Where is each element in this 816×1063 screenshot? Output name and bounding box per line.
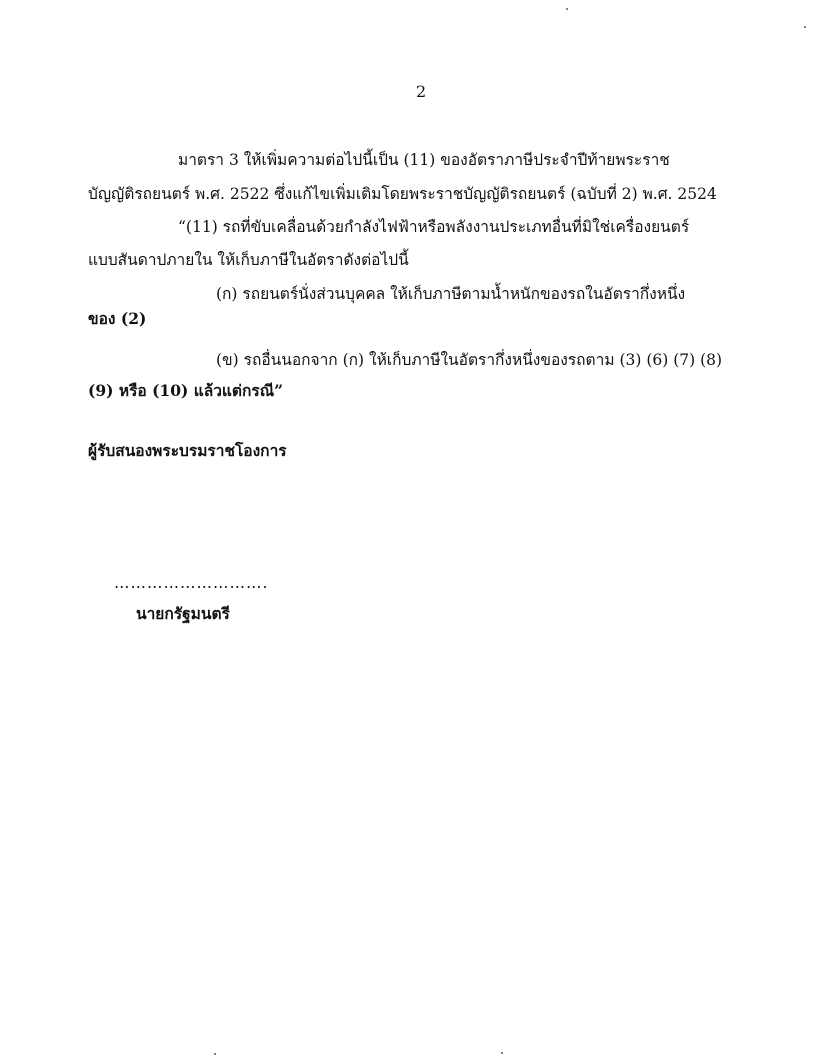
countersign-line: ผู้รับสนองพระบรมราชโองการ: [88, 441, 287, 460]
item-a-line1: (ก) รถยนตร์นั่งส่วนบุคคล ให้เก็บภาษีตามน้ำหนักของรถในอัตรากึ่งหนึ่ง: [216, 285, 686, 303]
item-b-line2: (9) หรือ (10) แล้วแต่กรณี”: [88, 381, 283, 400]
scan-speck: [566, 8, 568, 10]
item-a-line2: ของ (2): [88, 309, 147, 328]
section3-line1: มาตรา 3 ให้เพิ่มความต่อไปนี้เป็น (11) ของอัตราภาษีประจำปีท้ายพระราช: [178, 151, 670, 169]
item-b-line1: (ข) รถอื่นนอกจาก (ก) ให้เก็บภาษีในอัตรากึ่งหนึ่งของรถตาม (3) (6) (7) (8): [216, 351, 723, 369]
scan-speck: [501, 1052, 503, 1054]
section3-line2: บัญญัติรถยนตร์ พ.ศ. 2522 ซึ่งแก้ไขเพิ่มเติมโดยพระราชบัญญัติรถยนตร์ (ฉบับที่ 2) พ.ศ. 2524: [88, 185, 717, 203]
page-number: 2: [416, 82, 427, 101]
signatory-title: นายกรัฐมนตรี: [136, 604, 230, 623]
item11-line2: แบบสันดาปภายใน ให้เก็บภาษีในอัตราดังต่อไปนี้: [88, 251, 409, 269]
scan-speck: [804, 26, 806, 28]
item11-line1: “(11) รถที่ขับเคลื่อนด้วยกำลังไฟฟ้าหรือพลังงานประเภทอื่นที่มิใช่เครื่องยนตร์: [178, 218, 690, 236]
signature-dots: ……………………….: [114, 574, 269, 592]
scan-speck: [214, 1053, 216, 1055]
